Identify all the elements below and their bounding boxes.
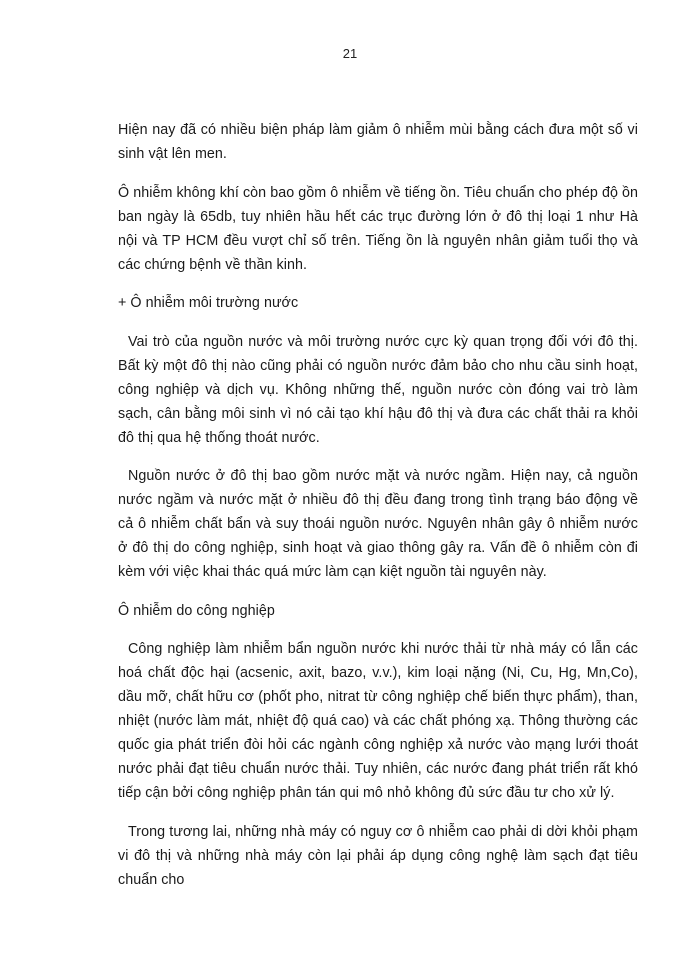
- paragraph-noise-pollution: Ô nhiễm không khí còn bao gồm ô nhiễm về tiếng ồn. Tiêu chuẩn cho phép độ ồn ban ngày là 65db, tuy nhiên hầu hết các trục đường lớn ở đô thị loại 1 như Hà nội và TP HCM đều vượt chỉ số trên. Tiếng ồn là nguyên nhân giảm tuổi thọ và các chứng bệnh về thần kinh.: [118, 184, 638, 273]
- page-number: 21: [342, 46, 358, 61]
- page-body: [118, 118, 638, 906]
- paragraph-industrial-contamination: Công nghiệp làm nhiễm bẩn nguồn nước khi nước thải từ nhà máy có lẫn các hoá chất độc hại (acsenic, axit, bazo, v.v.), kim loại nặng (Ni, Cu, Hg, Mn,Co), dầu mỡ, chất hữu cơ (phốt pho, nitrat từ công nghiệp chế biến thực phẩm), than, nhiệt (nước làm mát, nhiệt độ quá cao) và các chất phóng xạ. Thông thường các quốc gia phát triển đòi hỏi các ngành công nghiệp xả nước vào mạng lưới thoát nước phải đạt tiêu chuẩn nước thải. Tuy nhiên, các nước đang phát triển rất khó tiếp cận bởi công nghiệp phân tán qui mô nhỏ không đủ sức đầu tư cho xử lý.: [118, 641, 638, 801]
- section-heading-industrial-pollution: Ô nhiễm do công nghiệp: [118, 602, 275, 619]
- paragraph-water-role: Vai trò của nguồn nước và môi trường nước cực kỳ quan trọng đối với đô thị. Bất kỳ một đô thị nào cũng phải có nguồn nước đảm bảo cho nhu cầu sinh hoạt, công nghiệp và dịch vụ. Không những thế, nguồn nước còn đóng vai trò làm sạch, cân bằng môi sinh vì nó cải tạo khí hậu đô thị và đưa các chất thải ra khỏi đô thị qua hệ thống thoát nước.: [118, 333, 638, 446]
- paragraph-future-relocation: Trong tương lai, những nhà máy có nguy cơ ô nhiễm cao phải di dời khỏi phạm vi đô thị và những nhà máy còn lại phải áp dụng công nghệ làm sạch đạt tiêu chuẩn cho: [118, 823, 638, 888]
- paragraph-odor-pollution: Hiện nay đã có nhiều biện pháp làm giảm ô nhiễm mùi bằng cách đưa một số vi sinh vật lên men.: [118, 122, 638, 162]
- section-heading-water-pollution: + Ô nhiễm môi trường nước: [118, 295, 299, 311]
- paragraph-water-sources: Nguồn nước ở đô thị bao gồm nước mặt và nước ngầm. Hiện nay, cả nguồn nước ngầm và nước mặt ở nhiều đô thị đều đang trong tình trạng báo động về cả ô nhiễm chất bẩn và suy thoái nguồn nước. Nguyên nhân gây ô nhiễm nước ở đô thị do công nghiệp, sinh hoạt và giao thông gây ra. Vấn đề ô nhiễm còn đi kèm với việc khai thác quá mức làm cạn kiệt nguồn tài nguyên này.: [118, 468, 638, 580]
